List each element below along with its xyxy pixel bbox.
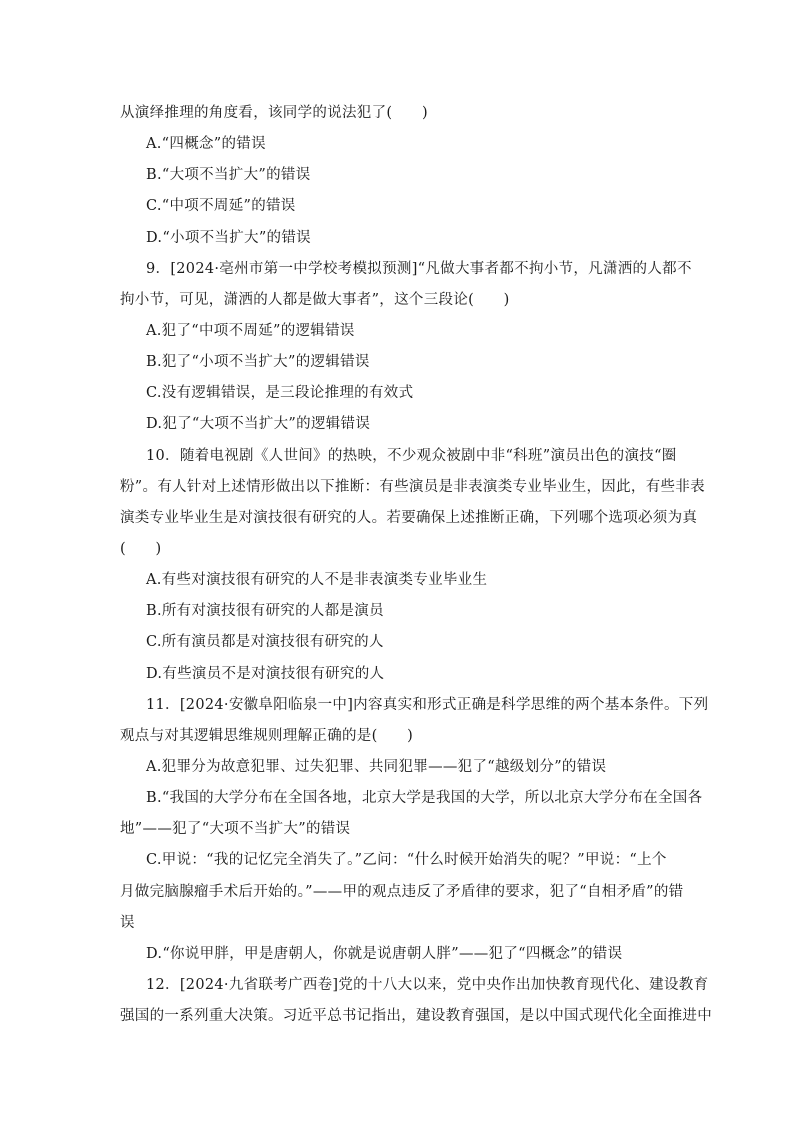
- option-d: D.犯了“大项不当扩大”的逻辑错误: [146, 416, 371, 432]
- option-b: B.所有对演技很有研究的人都是演员: [146, 603, 384, 619]
- option-d: D.“你说甲胖，甲是唐朝人，你就是说唐朝人胖”——犯了“四概念”的错误: [146, 946, 623, 962]
- text-line: 观点与对其逻辑思维规则理解正确的是( ): [120, 728, 414, 744]
- text-line: 月做完脑腺瘤手术后开始的。”——甲的观点违反了矛盾律的要求，犯了“自相矛盾”的错: [120, 884, 684, 900]
- option-b: B.“大项不当扩大”的错误: [146, 167, 311, 183]
- question-10: 10．随着电视剧《人世间》的热映，不少观众被剧中非“科班”演员出色的演技“圈: [146, 448, 677, 464]
- option-a: A.有些对演技很有研究的人不是非表演类专业毕业生: [146, 572, 488, 588]
- option-b: B.犯了“小项不当扩大”的逻辑错误: [146, 354, 370, 370]
- question-12: 12．[2024·九省联考广西卷]党的十八大以来，党中央作出加快教育现代化、建设教育: [146, 977, 709, 993]
- text-line: 地”——犯了“大项不当扩大”的错误: [120, 821, 351, 837]
- text-line: 强国的一系列重大决策。习近平总书记指出，建设教育强国，是以中国式现代化全面推进中: [120, 1008, 712, 1024]
- text-line: 演类专业毕业生是对演技很有研究的人。若要确保上述推断正确，下列哪个选项必须为真: [120, 510, 698, 526]
- option-a: A.犯罪分为故意犯罪、过失犯罪、共同犯罪——犯了“越级划分”的错误: [146, 759, 607, 775]
- question-9: 9．[2024·亳州市第一中学校考模拟预测]“凡做大事者都不拘小节，凡潇洒的人都不: [146, 261, 692, 277]
- option-c: C.所有演员都是对演技很有研究的人: [146, 634, 384, 650]
- option-c: C.没有逻辑错误，是三段论推理的有效式: [146, 385, 414, 401]
- option-d: D.有些演员不是对演技很有研究的人: [146, 666, 385, 682]
- text-line: ( ): [120, 541, 162, 557]
- option-d: D.“小项不当扩大”的错误: [146, 230, 311, 246]
- option-a: A.“四概念”的错误: [146, 136, 266, 152]
- text-line: 误: [120, 915, 135, 931]
- option-c: C.甲说：“我的记忆完全消失了。”乙问：“什么时候开始消失的呢？”甲说：“上个: [146, 852, 667, 868]
- text-line: 从演绎推理的角度看，该同学的说法犯了( ): [120, 105, 428, 121]
- text-line: 拘小节，可见，潇洒的人都是做大事者”，这个三段论( ): [120, 292, 510, 308]
- option-c: C.“中项不周延”的错误: [146, 198, 296, 214]
- option-b: B.“我国的大学分布在全国各地，北京大学是我国的大学，所以北京大学分布在全国各: [146, 790, 703, 806]
- question-11: 11．[2024·安徽阜阳临泉一中]内容真实和形式正确是科学思维的两个基本条件。下列: [146, 697, 709, 713]
- text-line: 粉”。有人针对上述情形做出以下推断：有些演员是非表演类专业毕业生，因此，有些非表: [120, 479, 705, 495]
- option-a: A.犯了“中项不周延”的逻辑错误: [146, 323, 355, 339]
